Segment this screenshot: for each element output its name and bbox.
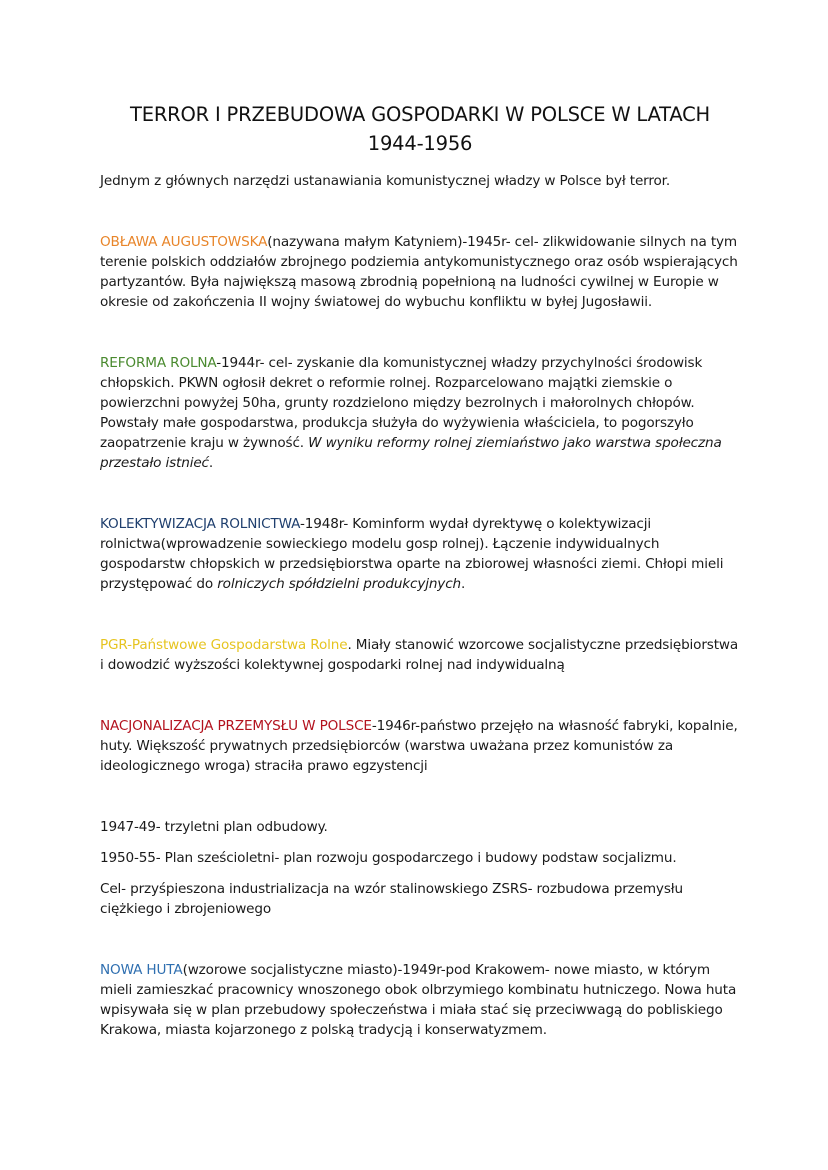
- kolektywizacja-keyword: KOLEKTYWIZACJA ROLNICTWA: [100, 516, 300, 532]
- reforma-text: -1944r- cel- zyskanie dla komunistycznej władzy przychylności środowisk chłopskich. PKWN ogłosił dekret o reformie rolnej. Rozparcelowano majątki ziemskie o powierzchni powyżej 50ha, grunty rozdzielono między bezrolnych i małorolnych chłopów. Powstały małe gospodarstwa, produkcja służyła do wyżywienia właściciela, to pogorszyło zaopatrzenie kraju w żywność.: [100, 355, 703, 451]
- reforma-end: .: [208, 455, 214, 471]
- kolektywizacja-text: -1948r- Kominform wydał dyrektywę o kolektywizacji rolnictwa(wprowadzenie sowieckiego modelu gosp rolnej). Łączenie indywidualnych gospodarstw chłopskich w przedsiębiorstwa oparte na zbiorowej własności ziemi. Chłopi mieli przystępować do: [100, 516, 724, 592]
- oblawa-keyword: OBŁAWA AUGUSTOWSKA: [100, 234, 268, 250]
- kolektywizacja-end: .: [461, 576, 466, 592]
- intro-paragraph: Jednym z głównych narzędzi ustanawiania komunistycznej władzy w Polsce był terror.: [100, 173, 671, 189]
- plan-szescioletni: 1950-55- Plan sześcioletni- plan rozwoju gospodarczego i budowy podstaw socjalizmu.: [100, 850, 677, 866]
- nowahuta-text: (wzorowe socjalistyczne miasto)-1949r-pod Krakowem- nowe miasto, w którym mieli zamieszkać pracownicy wnoszonego obok olbrzymiego kombinatu hutniczego. Nowa huta wpisywała się w plan przebudowy społeczeństwa i miała stać się przeciwwagą do pobliskiego Krakowa, miasta kojarzonego z polską tradycją i konserwatyzmem.: [100, 962, 737, 1038]
- reforma-keyword: REFORMA ROLNA: [100, 355, 217, 371]
- nowahuta-paragraph: [100, 960, 740, 1040]
- document-page: [100, 100, 740, 1040]
- kolektywizacja-italic: rolniczych spółdzielni produkcyjnych: [217, 576, 461, 592]
- oblawa-text: (nazywana małym Katyniem)-1945r- cel- zlikwidowanie silnych na tym terenie polskich oddziałów zbrojnego podziemia antykomunistycznego oraz osób wspierających partyzantów. Była największą masową zbrodnią popełnioną na ludności cywilnej w Europie w okresie od zakończenia II wojny światowej do wybuchu konfliktu w byłej Jugosławii.: [100, 234, 738, 310]
- plan-trzyletni: 1947-49- trzyletni plan odbudowy.: [100, 819, 328, 835]
- pgr-paragraph: [100, 635, 740, 675]
- oblawa-paragraph: [100, 232, 740, 312]
- nacjonalizacja-keyword: NACJONALIZACJA PRZEMYSŁU W POLSCE: [100, 718, 372, 734]
- reforma-italic: W wyniku reformy rolnej ziemiaństwo jako warstwa społeczna przestało istnieć: [100, 435, 722, 471]
- title-line-1: TERROR I PRZEBUDOWA GOSPODARKI W POLSCE W LATACH: [129, 103, 711, 126]
- pgr-text: . Miały stanowić wzorcowe socjalistyczne przedsiębiorstwa i dowodzić wyższości kolektywnej gospodarki rolnej nad indywidualną: [100, 637, 739, 673]
- pgr-keyword: PGR-Państwowe Gospodarstwa Rolne: [100, 637, 348, 653]
- page-title: [0, 100, 828, 158]
- nacjonalizacja-text: -1946r-państwo przejęło na własność fabryki, kopalnie, huty. Większość prywatnych przedsiębiorców (warstwa uważana przez komunistów za ideologicznego wroga) straciła prawo egzystencji: [100, 718, 738, 774]
- nowahuta-keyword: NOWA HUTA: [100, 962, 183, 978]
- nacjonalizacja-paragraph: [100, 716, 740, 776]
- reforma-paragraph: [100, 353, 740, 473]
- kolektywizacja-paragraph: [100, 514, 740, 594]
- plan-cel: Cel- przyśpieszona industrializacja na wzór stalinowskiego ZSRS- rozbudowa przemysłu ciężkiego i zbrojeniowego: [100, 881, 683, 917]
- title-line-2: 1944-1956: [367, 132, 473, 155]
